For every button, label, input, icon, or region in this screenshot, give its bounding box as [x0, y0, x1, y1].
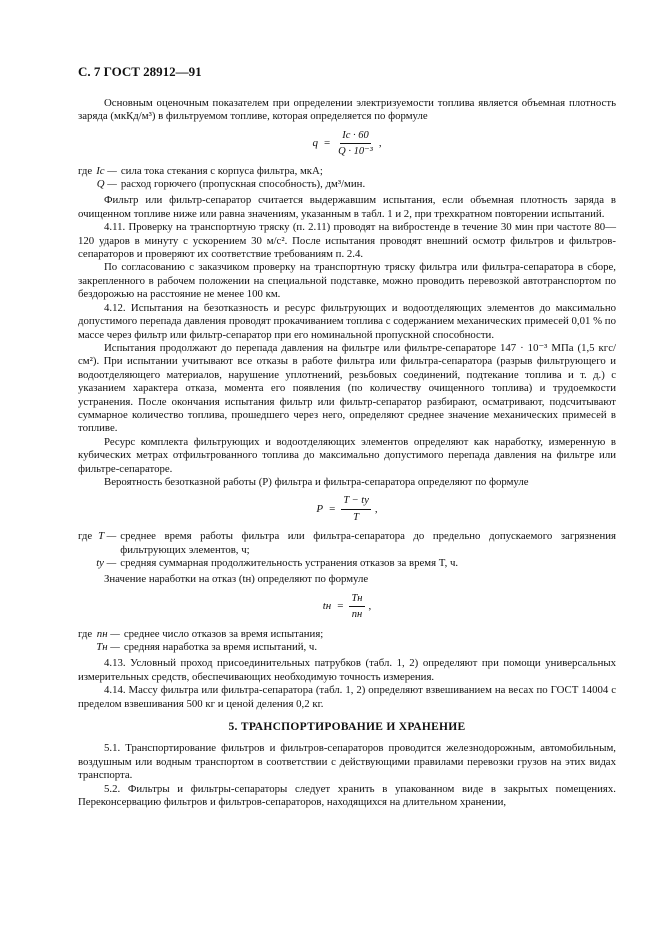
definition-lead: где	[78, 627, 93, 640]
definition-lead	[78, 641, 92, 654]
definition-lead	[78, 557, 92, 570]
paragraph-probability: Вероятность безотказной работы (P) фильтра и фильтра-сепаратора определяют по формуле	[104, 475, 529, 488]
paragraph-4-11-b: По согласованию с заказчиком проверку на транспортную тряску фильтра или фильтра-сепаратора в сборе, закрепленного в рабочем положении на специальной подставке, можно проводить перевозкой автотранспортом по бездорожью на расстояние не менее 100 км.	[78, 261, 616, 301]
formula-tail: ,	[378, 137, 382, 150]
paragraph-intro: Основным оценочным показателем при определении электризуемости топлива является объемная плотность заряда (мкКд/м³) в фильтруемом топливе, которая определяется по формуле	[78, 97, 616, 123]
definition-text: средняя наработка за время испытаний, ч.	[123, 641, 318, 654]
paragraph-5-2: 5.2. Фильтры и фильтры-сепараторы следует хранить в упакованном виде в закрытых помещениях. Переконсервацию фильтров и фильтров-сепараторов, находящихся на длительном хранении,	[78, 782, 616, 809]
formula-charge-density	[78, 129, 616, 159]
definition-symbol: T —	[98, 530, 117, 543]
section-5-title: 5. ТРАНСПОРТИРОВАНИЕ И ХРАНЕНИЕ	[228, 721, 466, 734]
paragraph-filter-pass: Фильтр или фильтр-сепаратор считается выдержавшим испытания, если объемная плотность заряда в очищенном топливе ниже или равна значениям, указанным в табл. 1 и 2, при трехкратном повторении испытаний.	[78, 194, 616, 220]
formula-numerator: Tн	[349, 592, 364, 607]
formula-lhs: tн	[322, 600, 332, 613]
page-header: С. 7 ГОСТ 28912—91	[78, 64, 202, 79]
formula-fraction	[349, 592, 364, 622]
formula-numerator: Iс · 60	[340, 129, 371, 144]
formula-denominator: T	[353, 511, 360, 523]
paragraph-4-12: 4.12. Испытания на безотказность и ресурс фильтрующих и водоотделяющих элементов до максимально допустимого перепада давления проводят прокачиванием топлива с содержанием механических примесей 0,01 % по массе через фильтр или фильтр-сепаратор при его номинальной пропускной способности.	[78, 301, 616, 341]
paragraph-4-14: 4.14. Массу фильтра или фильтра-сепаратора (табл. 1, 2) определяют взвешиванием на весах по ГОСТ 14004 с пределом взвешивания 500 кг и ценой деления 0,2 кг.	[78, 684, 616, 710]
formula-equals: =	[329, 502, 336, 515]
formula-probability	[78, 494, 616, 524]
formula-lhs: P	[316, 502, 324, 515]
paragraph-4-12-b: Испытания продолжают до перепада давления на фильтре или фильтре-сепараторе 147 · 10⁻³ МПа (1,5 кгс/см²). При испытании учитывают все отказы в работе фильтра или фильтра-сепаратора (разрыв фильтрующего и водоотделяющего материалов, нарушение уплотнений, резьбовых соединений, подтекание топлива и т. д.) с указанием характера отказа, момента его появления (по количеству очищенного топлива) и трудоемкости устранения. После окончания испытания фильтр или фильтр-сепаратор разбирают, осматривают, подсчитывают суммарное количество топлива, прошедшего через него, определяют среднее значение механических примесей в топливе.	[78, 341, 616, 435]
definitions-q	[78, 165, 616, 192]
definition-symbol: tу —	[96, 557, 117, 569]
formula-equals: =	[323, 137, 331, 150]
definition-lead: где	[78, 164, 93, 177]
definition-symbol: Iс —	[96, 164, 117, 177]
formula-tail: ,	[374, 502, 378, 515]
formula-numerator: T − tу	[341, 494, 371, 509]
definition-symbol: nн —	[96, 627, 120, 640]
definition-lead	[78, 178, 92, 191]
formula-denominator: nн	[351, 609, 363, 621]
definition-text: среднее время работы фильтра или фильтра-сепаратора до предельно допускаемого загрязнения фильтрующих элементов, ч;	[120, 530, 616, 556]
formula-mtbf	[78, 592, 616, 622]
formula-tail: ,	[368, 600, 372, 613]
document-body	[78, 97, 616, 810]
formula-fraction	[341, 494, 371, 524]
formula-lhs: q	[312, 137, 318, 150]
definition-text: расход горючего (пропускная способность), дм³/мин.	[120, 178, 366, 191]
definition-text: среднее число отказов за время испытания;	[123, 627, 324, 640]
definition-text: сила тока стекания с корпуса фильтра, мкА;	[120, 164, 323, 177]
definition-lead: где	[78, 530, 93, 543]
definitions-t	[78, 628, 616, 655]
paragraph-4-12-c: Ресурс комплекта фильтрующих и водоотделяющих элементов определяют как наработку, измеренную в кубических метрах отфильтрованного топлива до максимально допустимого перепада давления на фильтре или фильтре-сепараторе.	[78, 435, 616, 475]
definition-text: средняя суммарная продолжительность устранения отказов за время T, ч.	[120, 557, 459, 569]
paragraph-4-11: 4.11. Проверку на транспортную тряску (п. 2.11) проводят на вибростенде в течение 30 мин при частоте 80—120 ударов в минуту с ускорением 30 м/с². После испытания проводят внешний осмотр фильтров и фильтров-сепараторов и проверяют их соответствие требованиям п. 2.4.	[78, 221, 616, 261]
formula-fraction	[336, 129, 375, 159]
paragraph-mtbf: Значение наработки на отказ (tн) определяют по формуле	[104, 573, 369, 586]
formula-denominator: Q · 10⁻³	[338, 146, 373, 158]
definition-symbol: Tн —	[96, 641, 120, 654]
paragraph-4-13: 4.13. Условный проход присоединительных патрубков (табл. 1, 2) определяют при помощи универсальных измерительных средств, обеспечивающих необходимую точность измерения.	[78, 657, 616, 683]
definitions-p	[78, 530, 616, 570]
formula-equals: =	[337, 600, 344, 613]
paragraph-5-1: 5.1. Транспортирование фильтров и фильтров-сепараторов проводится железнодорожным, автомобильным, воздушным или водным транспортом в соответствии с действующими правилами перевозки грузов на этих видах транспорта.	[78, 742, 616, 782]
definition-symbol: Q —	[96, 178, 117, 191]
